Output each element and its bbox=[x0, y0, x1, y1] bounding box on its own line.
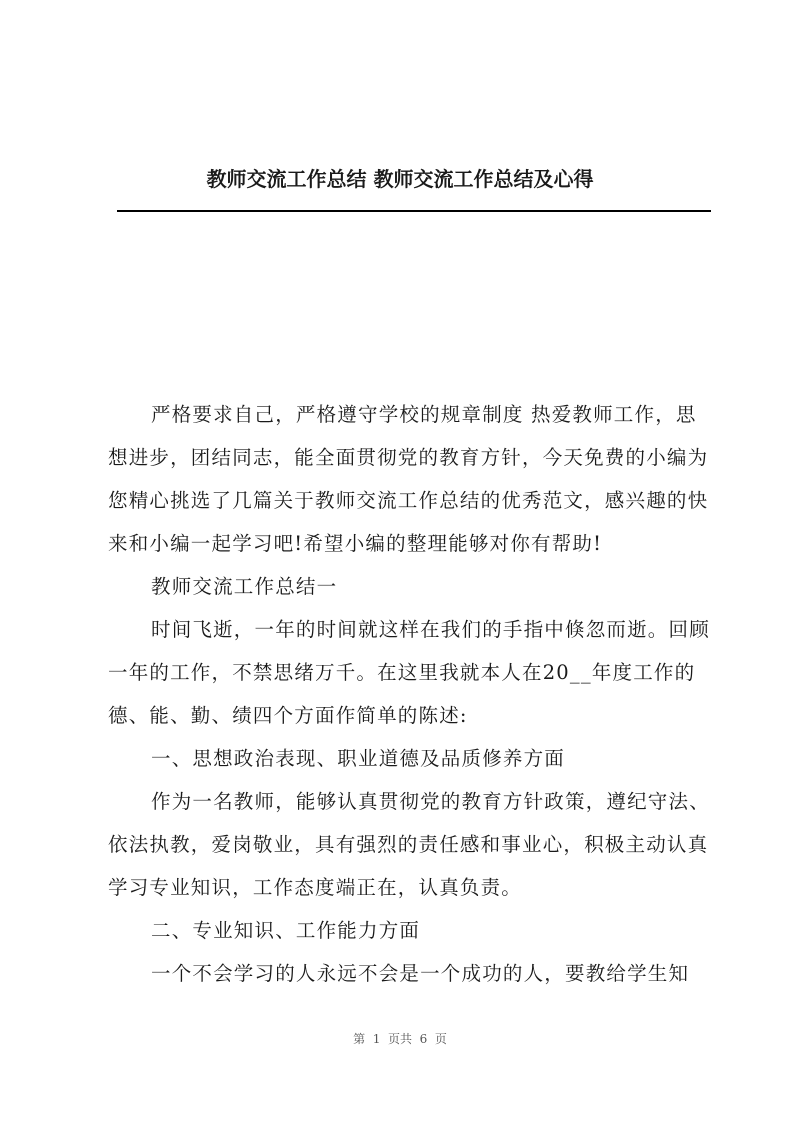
title-divider bbox=[117, 210, 711, 212]
body-paragraph: 作为一名教师，能够认真贯彻党的教育方针政策，遵纪守法、依法执教，爱岗敬业，具有强烈的责任感和事业心，积极主动认真学习专业知识，工作态度端正在，认真负责。 bbox=[108, 790, 710, 899]
page-number-footer: 第 1 页共 6 页 bbox=[353, 1032, 447, 1046]
section-heading-professional: 二、专业知识、工作能力方面 bbox=[151, 919, 421, 942]
intro-paragraph: 严格要求自己，严格遵守学校的规章制度 热爱教师工作，思想进步，团结同志，能全面贯彻党的教育方针，今天免费的小编为您精心挑选了几篇关于教师交流工作总结的优秀范文，感兴趣的快来和小编一起学习吧!希望小编的整理能够对你有帮助! bbox=[108, 403, 709, 555]
section-heading-political: 一、思想政治表现、职业道德及品质修养方面 bbox=[151, 747, 566, 770]
section-heading-summary-one: 教师交流工作总结一 bbox=[151, 575, 338, 598]
document-title: 教师交流工作总结 教师交流工作总结及心得 bbox=[206, 167, 594, 191]
body-paragraph: 一个不会学习的人永远不会是一个成功的人，要教给学生知 bbox=[151, 962, 690, 985]
body-paragraph: 时间飞逝，一年的时间就这样在我们的手指中倏忽而逝。回顾一年的工作，不禁思绪万千。在这里我就本人在20__年度工作的德、能、勤、绩四个方面作简单的陈述: bbox=[108, 618, 710, 727]
document-body bbox=[108, 393, 714, 995]
